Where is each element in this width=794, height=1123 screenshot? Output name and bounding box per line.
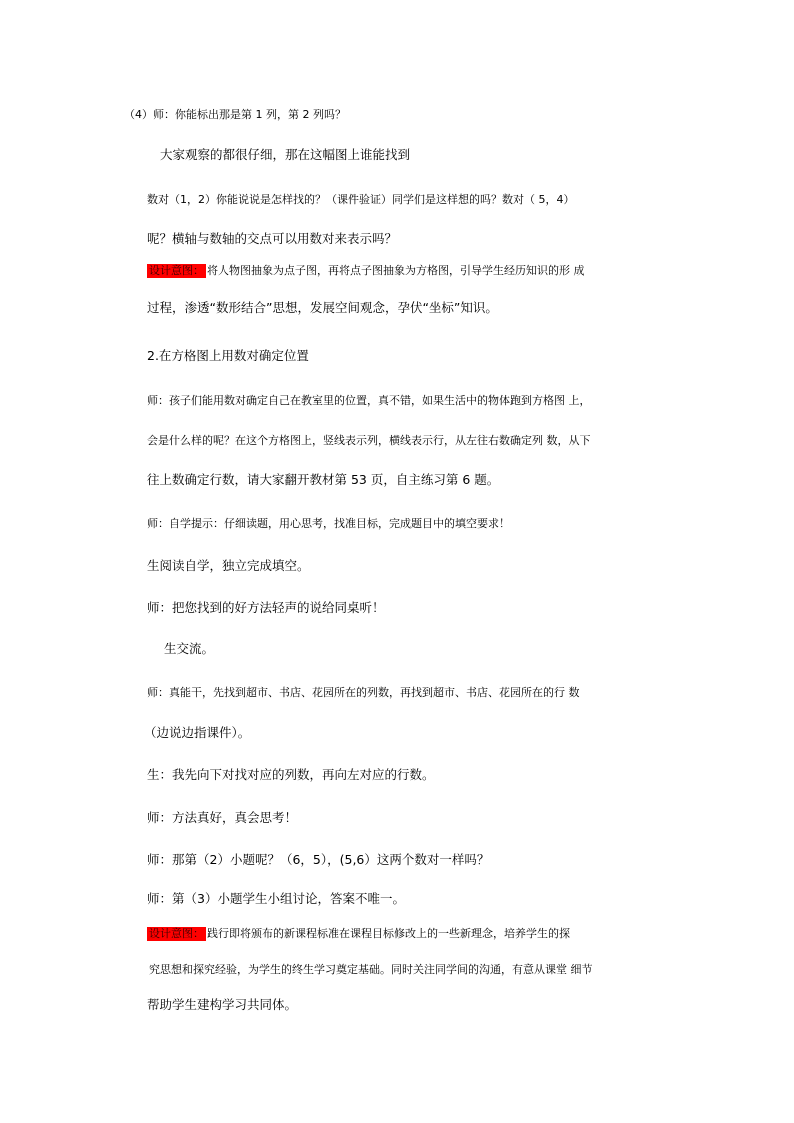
section-heading: 2.在方格图上用数对确定位置 <box>147 348 309 363</box>
text-line: 生：我先向下对找对应的列数，再向左对应的行数。 <box>147 767 435 782</box>
design-intent-tag: 设计意图： <box>149 264 204 277</box>
text-line: 往上数确定行数，请大家翻开教材第 53 页，自主练习第 6 题。 <box>147 472 500 487</box>
design-intent-line <box>147 264 585 278</box>
text-line: 究思想和探究经验，为学生的终生学习奠定基础。同时关注同学间的沟通，有意从课堂 细节 <box>149 963 593 976</box>
text-line: 师：第（3）小题学生小组讨论，答案不唯一。 <box>147 891 405 906</box>
design-intent-line <box>147 927 570 941</box>
text-line: （边说边指课件）。 <box>144 725 251 740</box>
text-line: 师：把您找到的好方法轻声的说给同桌听！ <box>147 600 385 615</box>
text-line: 会是什么样的呢？在这个方格图上，竖线表示列，横线表示行，从左往右数确定列 数，从下 <box>147 434 591 447</box>
text-line: 数对（1，2）你能说说是怎样找的？（课件验证）同学们是这样想的吗？数对（ 5，4） <box>147 193 575 206</box>
text-line: 师：孩子们能用数对确定自己在教室里的位置，真不错，如果生活中的物体跑到方格图 上， <box>147 394 591 407</box>
text-line: 将人物图抽象为点子图，再将点子图抽象为方格图，引导学生经历知识的形 成 <box>207 264 585 277</box>
text-line: 大家观察的都很仔细，那在这幅图上谁能找到 <box>160 147 411 162</box>
text-line: 生交流。 <box>164 641 215 656</box>
design-intent-tag: 设计意图： <box>149 927 204 940</box>
text-line: 师：方法真好，真会思考！ <box>147 810 298 825</box>
text-line: （4）师：你能标出那是第 1 列，第 2 列吗？ <box>124 108 346 121</box>
text-line: 践行即将颁布的新课程标准在课程目标修改上的一些新理念，培养学生的探 <box>207 927 570 940</box>
text-line: 呢？横轴与数轴的交点可以用数对来表示吗？ <box>147 231 398 246</box>
text-line: 生阅读自学，独立完成填空。 <box>147 558 310 573</box>
text-line: 师：自学提示：仔细读题，用心思考，找准目标，完成题目中的填空要求！ <box>147 517 510 530</box>
text-line: 师：真能干，先找到超市、书店、花园所在的列数，再找到超市、书店、花园所在的行 数 <box>147 686 580 699</box>
text-line: 帮助学生建构学习共同体。 <box>147 997 298 1012</box>
text-line: 师：那第（2）小题呢？（6，5），(5,6）这两个数对一样吗？ <box>147 852 490 867</box>
text-line: 过程，渗透“数形结合”思想，发展空间观念，孕伏“坐标”知识。 <box>147 300 498 315</box>
